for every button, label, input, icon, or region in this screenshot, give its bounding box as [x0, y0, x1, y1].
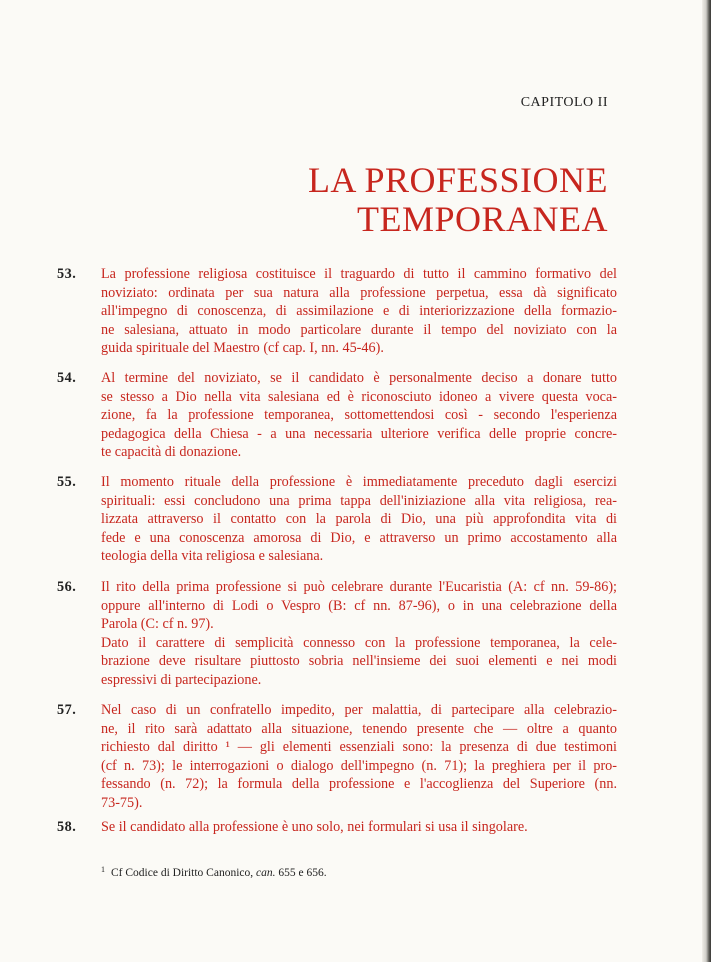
paragraph-line: (cf n. 73); le interrogazioni o dialogo dell'impegno (n. 71); la preghiera per il pro- — [101, 757, 617, 774]
paragraph-line: spirituali: essi concludono una prima tappa dell'iniziazione alla vita religiosa, rea- — [101, 492, 617, 509]
paragraph-number: 56. — [57, 579, 77, 595]
paragraph-number: 55. — [57, 474, 77, 490]
footnote-text: Cf Codice di Diritto Canonico, — [111, 867, 254, 879]
paragraph-text — [101, 369, 617, 462]
chapter-title-line: LA PROFESSIONE — [307, 160, 608, 200]
paragraph-5 — [57, 701, 617, 812]
paragraph-text — [101, 265, 617, 358]
paragraph-line: lizzata attraverso il contatto con la parola di Dio, una più approfondita vita di — [101, 511, 617, 527]
footnote — [101, 865, 327, 879]
paragraph-line: Se il candidato alla professione è uno solo, nei formulari si usa il singolare. — [101, 819, 528, 835]
paragraph-line: Il momento rituale della professione è immediatamente preceduto dagli esercizi — [101, 474, 617, 490]
paragraph-line: ne salesiana, attuato in modo particolare durante il tempo del noviziato con la — [101, 321, 617, 338]
paragraph-line: Il rito della prima professione si può celebrare durante l'Eucaristia (A: cf nn. 59-86); — [101, 579, 617, 595]
paragraph-line: fessando (n. 72); la formula della professione e l'accoglienza del Superiore (nn. — [101, 776, 617, 792]
paragraph-line: all'impegno di conoscenza, di assimilazione e di interiorizzazione della formazio- — [101, 303, 617, 319]
paragraph-line: Nel caso di un confratello impedito, per malattia, di partecipare alla celebrazio- — [101, 702, 617, 718]
paragraph-line: ne, il rito sarà adattato alla situazione, tenendo presente che — oltre a quanto — [101, 720, 617, 737]
footnote-marker: 1 — [101, 865, 105, 874]
paragraph-line: noviziato: ordinata per sua natura alla professione perpetua, essa dà significato — [101, 284, 617, 301]
paragraph-line: pedagogica della Chiesa - a una necessaria ulteriore verifica delle proprie concre- — [101, 425, 617, 442]
paragraph-6 — [57, 818, 617, 837]
paragraph-number: 54. — [57, 370, 77, 386]
paragraph-text — [101, 578, 617, 689]
paragraph-number: 57. — [57, 702, 77, 718]
paragraph-line: La professione religiosa costituisce il traguardo di tutto il cammino formativo del — [101, 266, 617, 282]
paragraph-line: oppure all'interno di Lodi o Vespro (B: cf nn. 87-96), o in una celebrazione della — [101, 597, 617, 614]
chapter-title-line: TEMPORANEA — [356, 199, 608, 239]
paragraph-1 — [57, 265, 617, 358]
paragraph-3 — [57, 473, 617, 566]
paragraph-line: guida spirituale del Maestro (cf cap. I, nn. 45-46). — [101, 340, 384, 356]
paragraph-line: espressivi di partecipazione. — [101, 671, 262, 688]
paragraph-number: 53. — [57, 266, 77, 282]
paragraph-line: Dato il carattere di semplicità connesso con la professione temporanea, la cele- — [101, 634, 617, 651]
chapter-title — [308, 161, 608, 239]
paragraph-text — [101, 473, 617, 566]
paragraph-line: brazione deve risultare piuttosto sobria nell'insieme dei suoi elementi e nei modi — [101, 653, 617, 669]
paragraph-4 — [57, 578, 617, 689]
paragraph-line: Parola (C: cf n. 97). — [101, 616, 214, 632]
page-edge — [702, 0, 711, 962]
paragraph-2 — [57, 369, 617, 462]
paragraph-line: te capacità di donazione. — [101, 444, 242, 460]
paragraph-line: Al termine del noviziato, se il candidato è personalmente deciso a donare tutto — [101, 370, 617, 386]
paragraph-line: se stesso a Dio nella vita salesiana ed è riconosciuto idoneo a vivere questa voca- — [101, 388, 617, 405]
footnote-text-end: 655 e 656. — [278, 867, 327, 879]
paragraph-line: teologia della vita religiosa e salesiana. — [101, 548, 324, 564]
chapter-label: CAPITOLO II — [520, 95, 608, 110]
paragraph-number: 58. — [57, 819, 77, 835]
paragraph-line: zione, fa la professione temporanea, sottomettendosi così - secondo l'esperienza — [101, 407, 617, 423]
footnote-italic: can. — [256, 867, 276, 879]
paragraph-line: richiesto dal diritto ¹ — gli elementi essenziali sono: la presenza di due testimoni — [101, 739, 617, 755]
paragraph-line: fede e una conoscenza amorosa di Dio, e attraverso un primo accostamento alla — [101, 529, 617, 546]
paragraph-text — [101, 818, 617, 837]
paragraph-line: 73-75). — [101, 794, 143, 811]
paragraph-text — [101, 701, 617, 812]
